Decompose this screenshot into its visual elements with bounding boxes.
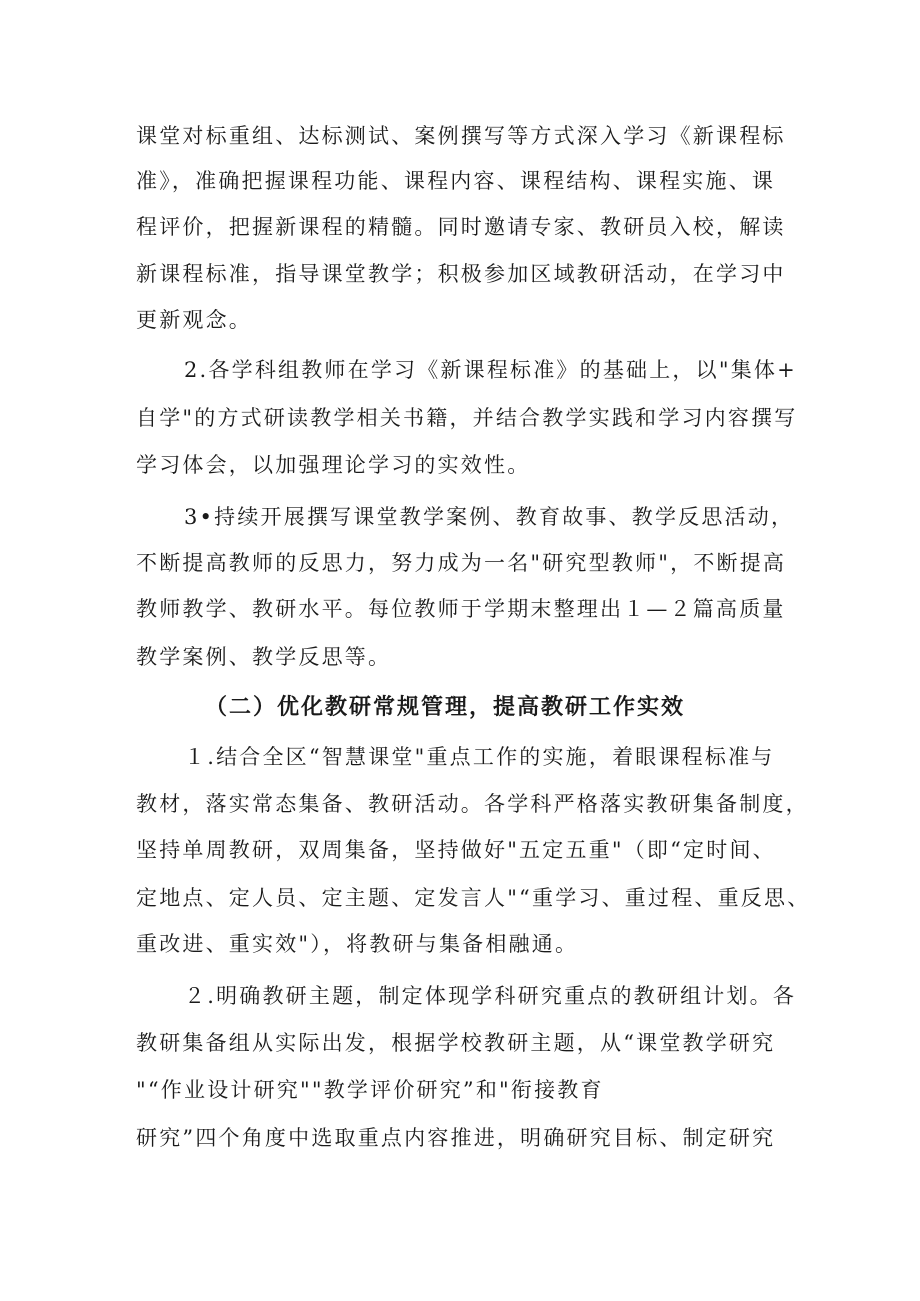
paragraph-line: 坚持单周教研，双周集备，坚持做好"五定五重"（即“定时间、 bbox=[136, 838, 776, 862]
paragraph-line: 3•持续开展撰写课堂教学案例、教育故事、教学反思活动， bbox=[184, 505, 795, 529]
paragraph-line: 重改进、重实效"），将教研与集备相融通。 bbox=[136, 932, 579, 956]
paragraph-line: 课堂对标重组、达标测试、案例撰写等方式深入学习《新课程标 bbox=[136, 124, 786, 148]
paragraph-line: １.结合全区“智慧课堂"重点工作的实施，着眼课程标准与 bbox=[184, 745, 775, 769]
paragraph-line: 教研集备组从实际出发，根据学校教研主题，从“课堂教学研究 bbox=[136, 1031, 776, 1055]
paragraph-line: 研究”四个角度中选取重点内容推进，明确研究目标、制定研究 bbox=[136, 1126, 776, 1150]
paragraph-line: 教学案例、教学反思等。 bbox=[136, 645, 392, 669]
paragraph-line: 准》，准确把握课程功能、课程内容、课程结构、课程实施、课 bbox=[136, 169, 776, 193]
paragraph-line: 更新观念。 bbox=[136, 308, 252, 332]
paragraph-line: 自学"的方式研读教学相关书籍，并结合教学实践和学习内容撰写 bbox=[136, 406, 798, 430]
paragraph-line: 定地点、定人员、定主题、定发言人"“重学习、重过程、重反思、 bbox=[136, 886, 811, 910]
paragraph-line: 学习体会，以加强理论学习的实效性。 bbox=[136, 453, 531, 477]
paragraph-line: 教师教学、教研水平。每位教师于学期末整理出１—２篇高质量 bbox=[136, 597, 786, 621]
section-heading: （二）优化教研常规管理，提高教研工作实效 bbox=[205, 694, 686, 720]
paragraph-line: 2.各学科组教师在学习《新课程标准》的基础上，以"集体+ bbox=[184, 358, 797, 382]
paragraph-line: 新课程标准，指导课堂教学；积极参加区域教研活动，在学习中 bbox=[136, 262, 786, 286]
paragraph-line: 教材，落实常态集备、教研活动。各学科严格落实教研集备制度， bbox=[136, 792, 809, 816]
paragraph-line: ２.明确教研主题，制定体现学科研究重点的教研组计划。各 bbox=[184, 984, 797, 1008]
paragraph-line: 程评价，把握新课程的精髓。同时邀请专家、教研员入校，解读 bbox=[136, 215, 786, 239]
paragraph-line: 不断提高教师的反思力，努力成为一名"研究型教师"，不断提高 bbox=[136, 551, 787, 575]
paragraph-line: "“作业设计研究""教学评价研究”和"衔接教育 bbox=[136, 1078, 604, 1102]
